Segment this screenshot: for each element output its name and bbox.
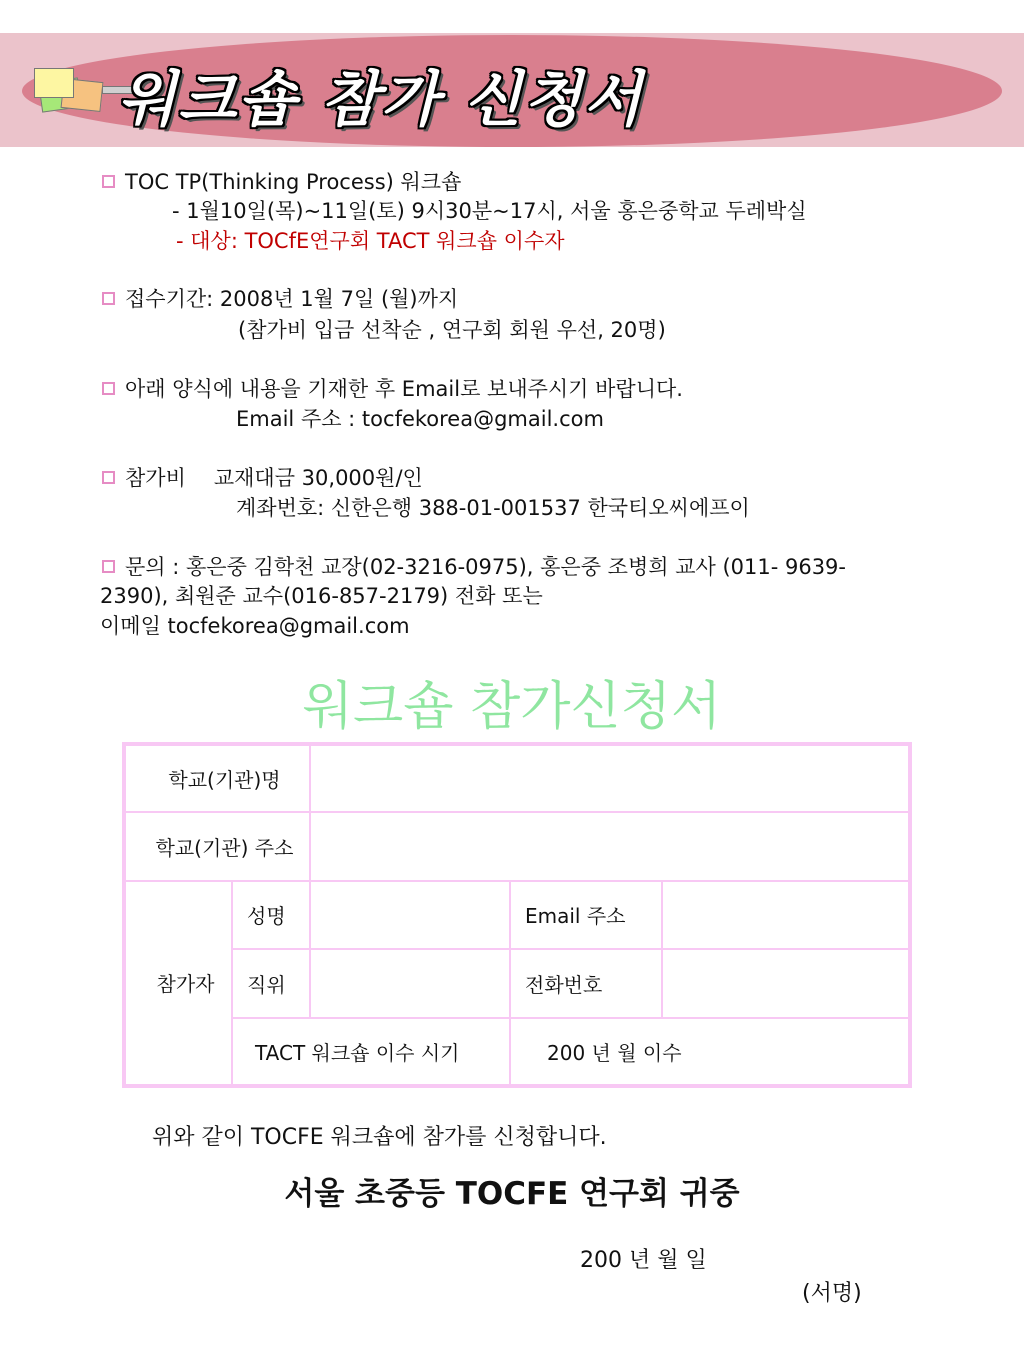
workshop-date: - 1월10일(목)~11일(토) 9시30분~17시, 서울 홍은중학교 두레박실 bbox=[172, 199, 807, 223]
period-line: 접수기간: 2008년 1월 7일 (월)까지 bbox=[102, 285, 458, 313]
participant-label: 참가자 bbox=[124, 881, 232, 1086]
phone-field[interactable] bbox=[662, 949, 910, 1017]
sticky-notes-icon bbox=[32, 66, 112, 114]
name-label: 성명 bbox=[232, 881, 310, 949]
phone-label: 전화번호 bbox=[510, 949, 662, 1017]
fee-line: 참가비 교재대금 30,000원/인 bbox=[102, 464, 423, 492]
organization-name: 서울 초중등 TOCFE 연구회 귀중 bbox=[284, 1176, 740, 1212]
position-field[interactable] bbox=[310, 949, 510, 1017]
contact-line-2: 2390), 최원준 교수(016-857-2179) 전화 또는 bbox=[100, 584, 543, 608]
name-field[interactable] bbox=[310, 881, 510, 949]
email-field[interactable] bbox=[662, 881, 910, 949]
period-note: (참가비 입금 선착순 , 연구회 회원 우선, 20명) bbox=[238, 318, 666, 342]
workshop-target: - 대상: TOCfE연구회 TACT 워크숍 이수자 bbox=[176, 229, 565, 253]
send-line: 아래 양식에 내용을 기재한 후 Email로 보내주시기 바랍니다. bbox=[102, 375, 683, 403]
tact-value-field[interactable]: 200 년 월 이수 bbox=[510, 1018, 910, 1086]
application-form-table bbox=[122, 742, 912, 1088]
contact-line-3: 이메일 tocfekorea@gmail.com bbox=[100, 614, 410, 638]
school-name-field[interactable] bbox=[310, 744, 910, 812]
checkbox-bullet-icon bbox=[102, 560, 115, 573]
workshop-name-line: TOC TP(Thinking Process) 워크숍 bbox=[102, 168, 461, 196]
email-line: Email 주소 : tocfekorea@gmail.com bbox=[236, 407, 604, 431]
form-title: 워크숍 참가신청서 bbox=[302, 677, 722, 737]
school-name-label: 학교(기관)명 bbox=[124, 744, 310, 812]
school-address-label: 학교(기관) 주소 bbox=[124, 812, 310, 880]
tact-label: TACT 워크숍 이수 시기 bbox=[232, 1018, 510, 1086]
checkbox-bullet-icon bbox=[102, 175, 115, 188]
contact-line-1: 문의 : 홍은중 김학천 교장(02-3216-0975), 홍은중 조병희 교사 (011- 9639- bbox=[102, 553, 846, 581]
closing-statement: 위와 같이 TOCFE 워크숍에 참가를 신청합니다. bbox=[152, 1125, 607, 1150]
school-address-field[interactable] bbox=[310, 812, 910, 880]
email-label: Email 주소 bbox=[510, 881, 662, 949]
account-line: 계좌번호: 신한은행 388-01-001537 한국티오씨에프이 bbox=[236, 496, 750, 520]
checkbox-bullet-icon bbox=[102, 382, 115, 395]
checkbox-bullet-icon bbox=[102, 471, 115, 484]
date-line: 200 년 월 일 bbox=[580, 1248, 707, 1273]
signature-line: (서명) bbox=[802, 1281, 862, 1306]
page-title: 워크숍 참가 신청서 bbox=[118, 65, 644, 135]
position-label: 직위 bbox=[232, 949, 310, 1017]
checkbox-bullet-icon bbox=[102, 292, 115, 305]
